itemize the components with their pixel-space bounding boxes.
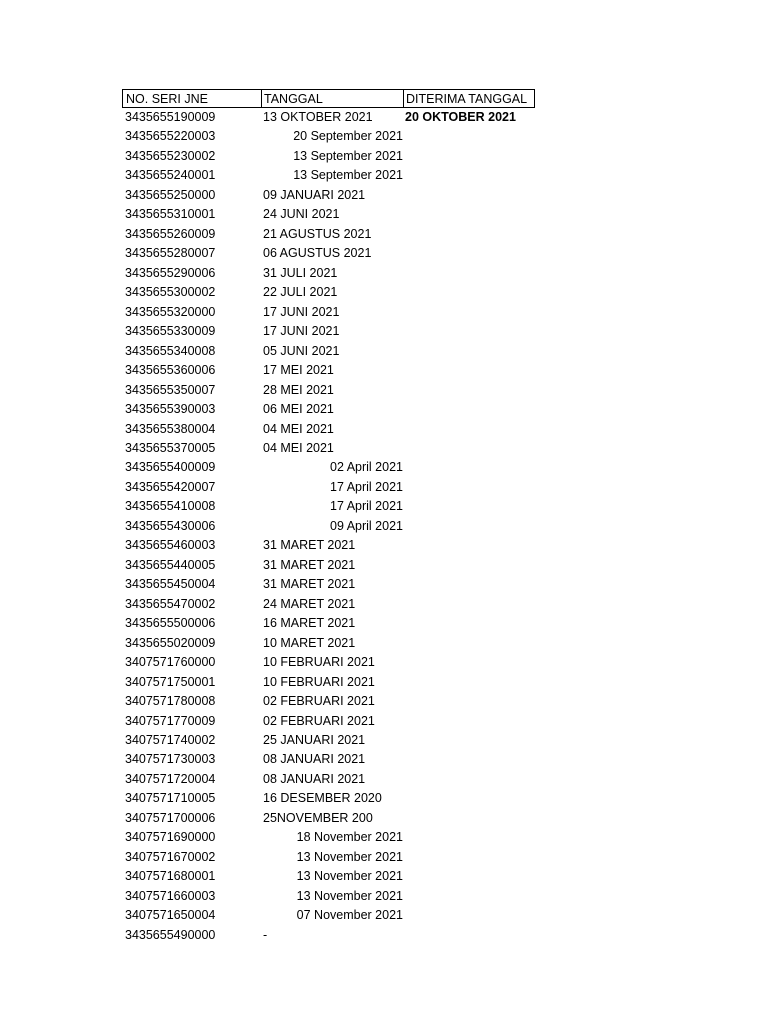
cell-no-seri: 3435655190009 <box>125 110 216 124</box>
cell-no-seri: 3435655260009 <box>125 226 216 241</box>
cell-tanggal: 18 November 2021 <box>296 830 403 845</box>
cell-tanggal: 10 MARET 2021 <box>263 635 356 650</box>
cell-diterima-tanggal <box>403 205 535 224</box>
table-row <box>122 906 535 925</box>
cell-no-seri: 3407571650004 <box>125 908 216 923</box>
cell-no-seri: 3435655440005 <box>125 557 216 572</box>
cell-no-seri: 3407571670002 <box>125 849 216 864</box>
cell-tanggal: 09 JANUARI 2021 <box>263 187 366 202</box>
table-row <box>122 381 535 400</box>
table-row <box>122 634 535 653</box>
table-row <box>122 361 535 380</box>
table-row <box>122 205 535 224</box>
cell-tanggal: 10 FEBRUARI 2021 <box>263 655 375 670</box>
cell-tanggal: 04 MEI 2021 <box>263 440 334 455</box>
cell-no-seri: 3407571780008 <box>125 694 216 709</box>
cell-no-seri: 3435655290006 <box>125 265 216 280</box>
table-row <box>122 283 535 302</box>
table-row <box>122 322 535 341</box>
cell-diterima-tanggal <box>403 536 535 555</box>
cell-no-seri: 3407571770009 <box>125 713 216 728</box>
cell-tanggal: 07 November 2021 <box>296 908 403 923</box>
table-row <box>122 848 535 867</box>
table-row <box>122 497 535 516</box>
table-row <box>122 750 535 769</box>
table-row <box>122 342 535 361</box>
cell-tanggal: 13 November 2021 <box>296 869 403 884</box>
cell-tanggal: 17 April 2021 <box>330 479 403 494</box>
cell-diterima-tanggal <box>403 361 535 380</box>
cell-tanggal: 04 MEI 2021 <box>263 421 334 436</box>
cell-diterima-tanggal <box>403 926 535 945</box>
cell-diterima-tanggal <box>403 458 535 477</box>
cell-tanggal: 13 September 2021 <box>293 168 403 183</box>
cell-tanggal: 13 OKTOBER 2021 <box>263 110 373 124</box>
cell-diterima-tanggal <box>403 478 535 497</box>
cell-tanggal: 16 DESEMBER 2020 <box>263 791 382 806</box>
table-row <box>122 887 535 906</box>
cell-no-seri: 3435655320000 <box>125 304 216 319</box>
cell-tanggal: 24 JUNI 2021 <box>263 207 340 222</box>
cell-diterima-tanggal <box>403 342 535 361</box>
cell-diterima-tanggal <box>403 166 535 185</box>
cell-tanggal: 13 September 2021 <box>293 148 403 163</box>
cell-tanggal: 09 April 2021 <box>330 518 403 533</box>
cell-no-seri: 3407571760000 <box>125 655 216 670</box>
cell-tanggal: 21 AGUSTUS 2021 <box>263 226 372 241</box>
cell-diterima-tanggal <box>403 381 535 400</box>
cell-tanggal: 16 MARET 2021 <box>263 616 356 631</box>
table-row <box>122 303 535 322</box>
cell-diterima-tanggal <box>403 186 535 205</box>
cell-no-seri: 3407571730003 <box>125 752 216 767</box>
cell-no-seri: 3407571720004 <box>125 771 216 786</box>
cell-diterima-tanggal <box>403 147 535 166</box>
cell-tanggal: 31 MARET 2021 <box>263 577 356 592</box>
cell-tanggal: 31 JULI 2021 <box>263 265 338 280</box>
cell-no-seri: 3435655360006 <box>125 363 216 378</box>
table-row <box>122 712 535 731</box>
table-row <box>122 692 535 711</box>
cell-tanggal: 02 April 2021 <box>330 460 403 475</box>
table-row <box>122 867 535 886</box>
cell-no-seri: 3435655410008 <box>125 499 216 514</box>
header-diterima-tanggal: DITERIMA TANGGAL <box>403 89 535 108</box>
table-row <box>122 595 535 614</box>
table-row <box>122 556 535 575</box>
cell-tanggal: 17 April 2021 <box>330 499 403 514</box>
cell-diterima-tanggal <box>403 439 535 458</box>
cell-no-seri: 3435655240001 <box>125 168 216 183</box>
table-row <box>122 828 535 847</box>
cell-no-seri: 3435655330009 <box>125 324 216 339</box>
cell-diterima-tanggal <box>403 828 535 847</box>
cell-diterima-tanggal <box>403 283 535 302</box>
cell-tanggal: 02 FEBRUARI 2021 <box>263 713 375 728</box>
cell-diterima-tanggal <box>403 556 535 575</box>
table-row <box>122 244 535 263</box>
table-row <box>122 809 535 828</box>
table-row <box>122 575 535 594</box>
table-row <box>122 789 535 808</box>
cell-no-seri: 3435655500006 <box>125 616 216 631</box>
cell-diterima-tanggal <box>403 906 535 925</box>
cell-tanggal: 22 JULI 2021 <box>263 285 338 300</box>
cell-diterima-tanggal <box>403 614 535 633</box>
cell-diterima-tanggal <box>403 848 535 867</box>
cell-no-seri: 3435655450004 <box>125 577 216 592</box>
cell-no-seri: 3407571700006 <box>125 810 216 825</box>
header-tanggal: TANGGAL <box>261 89 403 108</box>
cell-diterima-tanggal <box>403 887 535 906</box>
cell-diterima-tanggal <box>403 809 535 828</box>
spreadsheet-table <box>122 89 535 945</box>
cell-diterima-tanggal <box>403 595 535 614</box>
cell-no-seri: 3435655020009 <box>125 635 216 650</box>
cell-diterima-tanggal: 20 OKTOBER 2021 <box>405 110 516 124</box>
table-header-row <box>122 89 535 108</box>
cell-diterima-tanggal <box>403 653 535 672</box>
table-row <box>122 147 535 166</box>
cell-no-seri: 3435655280007 <box>125 246 216 261</box>
cell-tanggal: 28 MEI 2021 <box>263 382 334 397</box>
cell-no-seri: 3435655460003 <box>125 538 216 553</box>
cell-tanggal: 25 JANUARI 2021 <box>263 733 366 747</box>
table-row <box>122 517 535 536</box>
cell-diterima-tanggal <box>403 692 535 711</box>
table-row <box>122 186 535 205</box>
table-row <box>122 458 535 477</box>
cell-tanggal: 08 JANUARI 2021 <box>263 752 366 767</box>
cell-diterima-tanggal <box>403 770 535 789</box>
cell-no-seri: 3435655400009 <box>125 460 216 475</box>
table-row <box>122 439 535 458</box>
cell-no-seri: 3435655220003 <box>125 129 216 144</box>
cell-no-seri: 3435655470002 <box>125 596 216 611</box>
table-body <box>122 108 535 945</box>
cell-no-seri: 3435655420007 <box>125 479 216 494</box>
cell-diterima-tanggal <box>403 867 535 886</box>
table-row <box>122 770 535 789</box>
table-row <box>122 731 535 750</box>
cell-diterima-tanggal <box>403 127 535 146</box>
cell-no-seri: 3407571690000 <box>125 830 216 845</box>
cell-no-seri: 3407571680001 <box>125 869 216 884</box>
cell-no-seri: 3435655310001 <box>125 207 216 222</box>
cell-tanggal: 17 MEI 2021 <box>263 363 334 378</box>
cell-diterima-tanggal <box>403 244 535 263</box>
cell-diterima-tanggal <box>403 789 535 808</box>
cell-no-seri: 3435655250000 <box>125 187 216 202</box>
cell-tanggal: 02 FEBRUARI 2021 <box>263 694 375 709</box>
cell-diterima-tanggal <box>403 750 535 769</box>
table-row <box>122 478 535 497</box>
table-row <box>122 166 535 185</box>
cell-no-seri: 3435655430006 <box>125 518 216 533</box>
cell-tanggal: 06 MEI 2021 <box>263 402 334 417</box>
cell-tanggal: 17 JUNI 2021 <box>263 304 340 319</box>
table-row <box>122 225 535 244</box>
table-row <box>122 536 535 555</box>
cell-diterima-tanggal <box>403 264 535 283</box>
table-row <box>122 614 535 633</box>
cell-no-seri: 3407571740002 <box>125 733 216 747</box>
cell-tanggal: 17 JUNI 2021 <box>263 324 340 339</box>
cell-no-seri: 3435655490000 <box>125 927 216 942</box>
cell-tanggal: 24 MARET 2021 <box>263 596 356 611</box>
cell-diterima-tanggal <box>403 634 535 653</box>
cell-no-seri: 3407571660003 <box>125 888 216 903</box>
cell-diterima-tanggal <box>403 225 535 244</box>
cell-diterima-tanggal <box>403 673 535 692</box>
cell-no-seri: 3435655370005 <box>125 440 216 455</box>
cell-no-seri: 3435655300002 <box>125 285 216 300</box>
cell-diterima-tanggal <box>403 712 535 731</box>
table-row <box>122 400 535 419</box>
table-row <box>122 108 535 127</box>
cell-tanggal: - <box>263 927 268 942</box>
cell-diterima-tanggal <box>403 400 535 419</box>
cell-no-seri: 3407571710005 <box>125 791 216 806</box>
cell-tanggal: 25NOVEMBER 200 <box>263 810 373 825</box>
cell-no-seri: 3435655390003 <box>125 402 216 417</box>
cell-tanggal: 08 JANUARI 2021 <box>263 771 366 786</box>
cell-tanggal: 13 November 2021 <box>296 849 403 864</box>
header-no-seri-jne: NO. SERI JNE <box>122 89 261 108</box>
cell-tanggal: 06 AGUSTUS 2021 <box>263 246 372 261</box>
table-row <box>122 127 535 146</box>
cell-diterima-tanggal <box>403 322 535 341</box>
cell-diterima-tanggal <box>403 497 535 516</box>
cell-no-seri: 3435655350007 <box>125 382 216 397</box>
table-row <box>122 926 535 945</box>
cell-tanggal: 20 September 2021 <box>293 129 403 144</box>
cell-no-seri: 3407571750001 <box>125 674 216 689</box>
cell-tanggal: 31 MARET 2021 <box>263 557 356 572</box>
cell-tanggal: 13 November 2021 <box>296 888 403 903</box>
table-row <box>122 673 535 692</box>
cell-no-seri: 3435655340008 <box>125 343 216 358</box>
cell-tanggal: 10 FEBRUARI 2021 <box>263 674 375 689</box>
table-row <box>122 420 535 439</box>
cell-tanggal: 05 JUNI 2021 <box>263 343 340 358</box>
cell-diterima-tanggal <box>403 575 535 594</box>
cell-diterima-tanggal <box>403 303 535 322</box>
table-row <box>122 653 535 672</box>
cell-no-seri: 3435655380004 <box>125 421 216 436</box>
cell-diterima-tanggal <box>403 517 535 536</box>
cell-tanggal: 31 MARET 2021 <box>263 538 356 553</box>
cell-diterima-tanggal <box>403 731 535 750</box>
cell-diterima-tanggal <box>403 420 535 439</box>
cell-no-seri: 3435655230002 <box>125 148 216 163</box>
table-row <box>122 264 535 283</box>
